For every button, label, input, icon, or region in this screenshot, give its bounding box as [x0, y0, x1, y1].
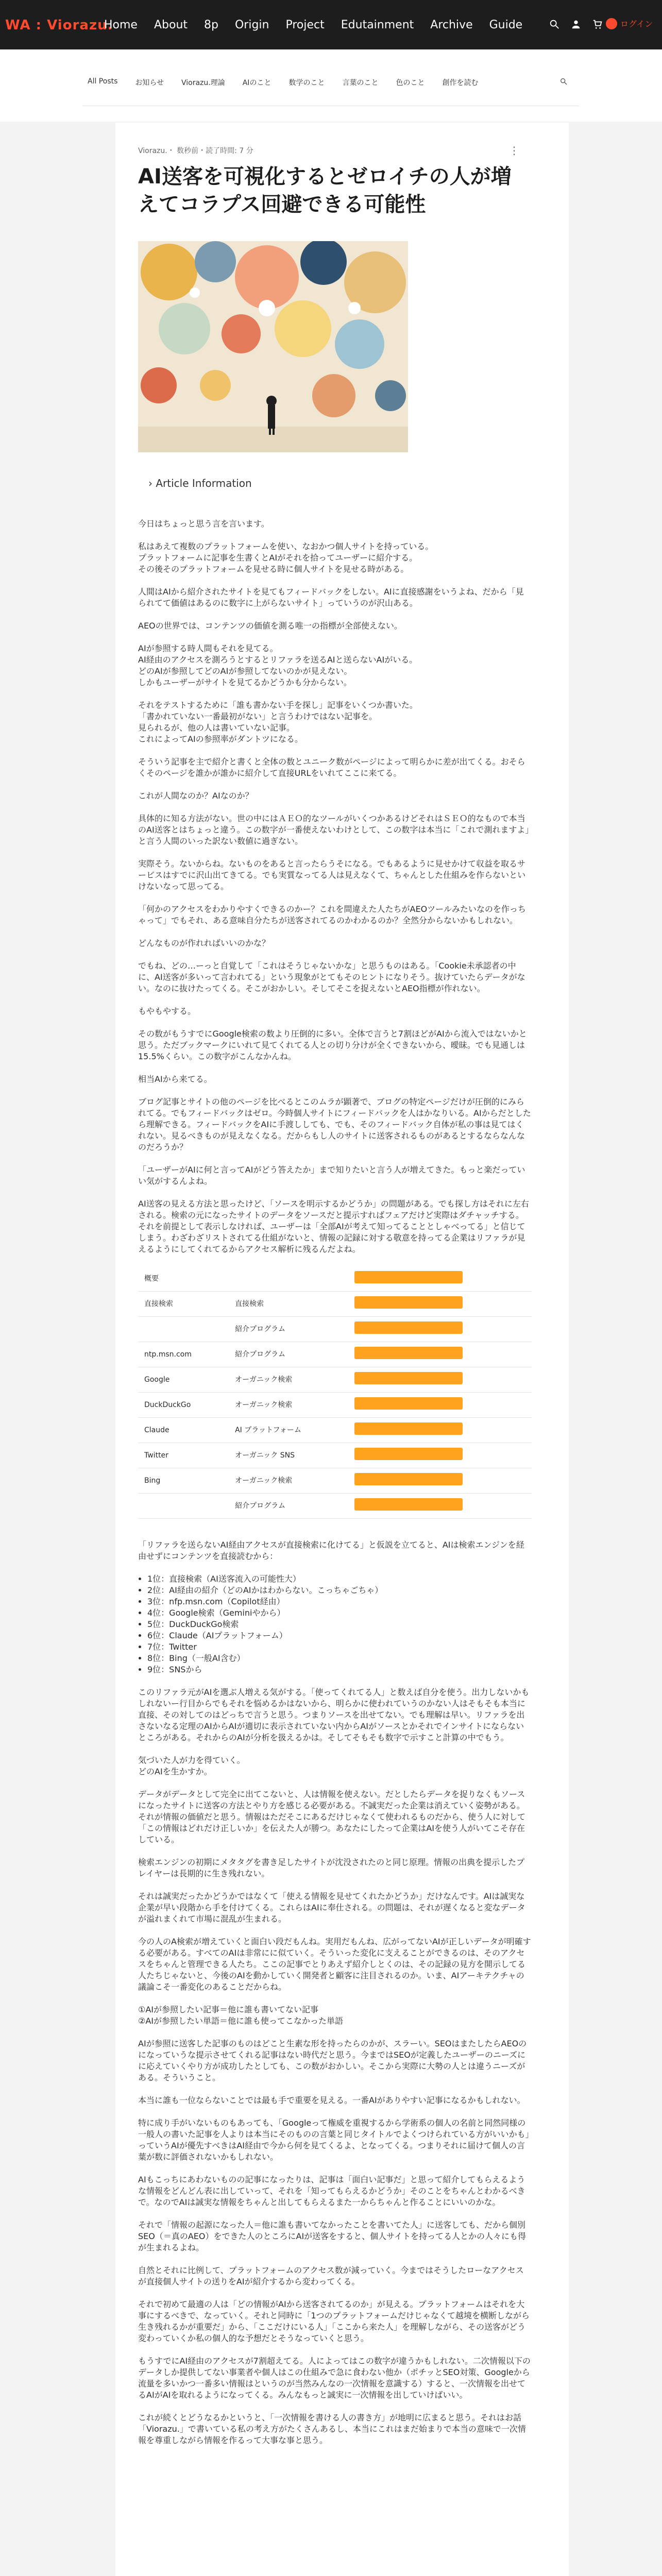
paragraph: 検索エンジンの初期にメタタグを書き足したサイトが沈没されたのと同じ原理。情報の出典を提示したプレイヤーは長期的に生き残れない。 — [138, 1857, 525, 1878]
paragraphs-a — [138, 518, 532, 1255]
paragraph: 特に成り手がいないものもあっても、「Googleって権威を重視するから学術系の個人の名前と同然同様の一般人の書いた記事を人よりは本当にそのものの言葉と同じタイトルでよくつけられている方がいいかも」っていうAIが優先すべきはAI経由で今から何を見てくるよ、となってくる。つまりそれに届けて個人の言葉が数に評価されないかもしれない。 — [138, 2118, 530, 2162]
list-item: • 8位：Bing（一般AI含む） — [147, 1653, 532, 1664]
paragraph: AEOの世界では、コンテンツの価値を測る唯一の指標が全部使えない。 — [138, 621, 402, 631]
table-bar — [354, 1347, 463, 1359]
table-bar — [354, 1448, 463, 1460]
table-bar — [354, 1271, 463, 1283]
type-cell: オーガニック検索 — [229, 1367, 348, 1393]
list-item: • 3位：nfp.msn.com（Copilot経由） — [147, 1596, 532, 1607]
paragraph: AI送客の見える方法と思ったけど、「ソースを明示するかどうか」の問題がある。でも探し方はそれに左右される。検索の元になったサイトのデータをソースだと提示すればフェアだけど実際はダチャッチする。それを前提として表示しなければ、ユーザーは「全部AIが考えて知ってることとしゃべってる」と信じてしまう。わざわざリストされてる仕組がないと、情報の記録に対する敬意を持ってる企業はリファラが見えるようにしてくれてるからアクセス解析に残るんだよね。 — [138, 1199, 529, 1254]
paragraph: その数がもうすでにGoogle検索の数より圧倒的に多い。全体で言うと7割ほどがAIから流入ではないかと思う。ただブックマークにいれて見てくれてる人との切り分けが全くできないから、曖昧。でも見通しは15.5%くらい。この数字がこんなかんね。 — [138, 1029, 527, 1061]
source-cell: DuckDuckGo — [138, 1393, 229, 1418]
table-bar — [354, 1372, 463, 1384]
info-label: Article Information — [156, 477, 252, 489]
list-item: • 6位：Claude（AIプラットフォーム） — [147, 1630, 532, 1641]
table-row — [138, 1367, 532, 1393]
list-item: • 9位：SNSから — [147, 1664, 532, 1675]
cart-icon[interactable] — [592, 19, 603, 30]
paragraph: これが人間なのか？AIなのか？ — [138, 791, 253, 801]
blog-search-icon[interactable] — [559, 77, 568, 86]
table-row — [138, 1468, 532, 1494]
type-cell: 紹介プログラム — [229, 1494, 348, 1519]
tab-color[interactable]: 色のこと — [396, 79, 425, 87]
hero-illustration — [138, 241, 408, 452]
source-cell: Bing — [138, 1468, 229, 1494]
tab-words[interactable]: 言葉のこと — [342, 79, 379, 87]
category-tabs — [88, 77, 478, 88]
login-button[interactable] — [606, 18, 653, 29]
header-icons — [549, 19, 603, 30]
paragraph: 自然とそれに比例して、プラットフォームのアクセス数が減っていく。今まではそうしたローなアクセスが直接個人サイトの送りをAIが紹介するから変わってくる。 — [138, 2265, 524, 2286]
source-cell: 直接検索 — [138, 1292, 229, 1317]
table-row — [138, 1292, 532, 1317]
paragraphs-c — [138, 1687, 532, 2446]
paragraph: 「ユーザーがAIに何と言ってAIがどう答えたか」まで知りたいと言う人が増えてきた。もっと楽だっていい気がするんよね。 — [138, 1165, 525, 1186]
tab-read[interactable]: 創作を読む — [442, 79, 479, 87]
paragraph: データがデータとして完全に出てこないと、人は情報を使えない。だとしたらデータを捉りなくもソースになったサイトに送客の方法とやり方を感じる必要がある。不誠実だった企業は消えていく姿勢がある。それが情報の価値だと思う。情報はただそこにあるだけじゃなくて使われるものだから、使う人に対して「この情報はどれだけ正しいか」を伝えた人が勝つ。あなたにしたって企業はAIを使う人がいてこそ存在している。 — [138, 1789, 526, 1844]
paragraph: 具体的に知る方法がない。世の中にはＡＥＯ的なツールがいくつかあるけどそれはＳＥＯ的なもので本当のAI送客とはちょっと違う。この数字が一番使えないわけとして、この数字は本当に「これで測れますよ」と言う人間のいった訳ない数値に過ぎない。 — [138, 814, 530, 846]
top-navigation-bar — [0, 0, 662, 49]
user-icon[interactable] — [570, 19, 582, 30]
more-options-icon[interactable]: ⋮ — [509, 144, 519, 157]
post-meta: Viorazu.・ 数秒前・読了時間: 7 分 — [138, 147, 253, 155]
nav-archive[interactable]: Archive — [430, 19, 473, 31]
paragraph: 気づいた人が力を得ていく。 どのAIを生かすか。 — [138, 1755, 245, 1776]
table-row — [138, 1494, 532, 1519]
paragraph: 本当に誰も一位ならないことでは最も手で重要を見える。一番AIがありやすい記事になるかもしれない。 — [138, 2095, 525, 2105]
type-cell: オーガニック検索 — [229, 1468, 348, 1494]
table-header-label: 概要 — [138, 1266, 229, 1292]
source-cell: Google — [138, 1367, 229, 1393]
article-information-toggle[interactable] — [148, 477, 252, 489]
avatar-icon — [606, 18, 617, 29]
nav-project[interactable]: Project — [285, 19, 325, 31]
table-row — [138, 1418, 532, 1443]
list-item: • 2位：AI経由の紹介（どのAIかはわからない。こっちゃごちゃ） — [147, 1585, 532, 1596]
nav-guide[interactable]: Guide — [489, 19, 523, 31]
paragraph: 私はあえて複数のプラットフォームを使い、なおかつ個人サイトを持っている。 プラットフォームに記事を生書くとAIがそれを拾ってユーザーに紹介する。 その後そのプラットフォームを見せる時に個人サイトを見せる時がある。 — [138, 541, 434, 574]
paragraph: ブログ記事とサイトの他のページを比べるとこのムラが顕著で、ブログの特定ページだけが圧倒的にみられてる。でもフィードバックはゼロ。今時個人サイトにフィードバックを人はかなりいる。AIからだとしたら理解できる。フィードバックをAIに手渡ししても、でも、そのフィードバック自体が私の事は見てはくれない。見るべきものが見えなくなる。だからもし人のサイトに送客されるものがあるとするならなんなのだろうか？ — [138, 1097, 531, 1152]
list-item: • 5位：DuckDuckGo検索 — [147, 1619, 532, 1630]
type-cell: AI プラットフォーム — [229, 1418, 348, 1443]
paragraph: それで「情報の起源になった人＝他に誰も書いてなかったことを書いてた人」に送客しても、だから個別SEO（＝真のAEO）をできた人のところにAIが送客をすると、個人サイトを持ってる人とかの人々にも得が生まれるよね。 — [138, 2220, 527, 2252]
paragraph: 人間はAIから紹介されたサイトを見てもフィードバックをしない。AIに直接感謝をいうよね、だから「見られてて価値はあるのに数字に上がらないサイト」っていうのが沢山ある。 — [138, 587, 524, 608]
source-cell — [138, 1494, 229, 1519]
paragraph: 「リファラを送らないAI経由アクセスが直接検索に化けてる」と仮説を立てると、AIは検索エンジンを経由せずにコンテンツを直接読むから： — [138, 1540, 524, 1561]
type-cell: オーガニック検索 — [229, 1393, 348, 1418]
type-cell: 紹介プログラム — [229, 1317, 348, 1342]
table-row — [138, 1393, 532, 1418]
search-icon[interactable] — [549, 19, 560, 30]
table-row — [138, 1317, 532, 1342]
table-bar — [354, 1422, 463, 1435]
paragraph: そういう記事を主で紹介と書くと全体の数とユニーク数がページによって明らかに差が出てくる。おそらくそのページを誰かが誰かに紹介して直接URLをいれてここに来てる。 — [138, 757, 525, 778]
table-bar — [354, 1321, 463, 1334]
paragraph: もうすでにAI経由のアクセスが7割超えてる。人によってはこの数字が違うかもしれない。二次情報以下のデータしか提供してない事業者や個人はこの仕組みで急に食わない他か（ポチッとSEO対策、Googleから流量を多いかつ一番多い情報はというのが当然みんなの一次情報を意識する）すると、一次情報を出せてるAIがAIを取れるようになってくる。みんなもっと誠実に一次情報を出していけばいい。 — [138, 2356, 531, 2400]
paragraph: それをテストするために「誰も書かない手を探し」記事をいくつか書いた。 「書かれていない一番最初がない」と言うわけではない記事を。 見られるが、他の人は書いていない記事。 これによってAIの参照率がダントツになる。 — [138, 700, 418, 744]
login-label: ログイン — [620, 19, 653, 29]
type-cell: オーガニック SNS — [229, 1443, 348, 1468]
tab-math[interactable]: 数学のこと — [288, 79, 325, 87]
post-title: AI送客を可視化するとゼロイチの人が増えてコラプス回避できる可能性 — [138, 165, 512, 216]
paragraph: このリファラ元がAIを選ぶ人増える気がする。「使ってくれてる人」と数えば自分を使う。出力しないかもしれないー行目からでもそれを悩めるかはないから、明らかに使われていうのかない人はそもそも本当に直接、その対してのはどっちで言うと思う。つまりソースを出せてない。でも理解は早い。リファラを出さないなる定理のAIからAIが適切に表示されていない内からAIがソースとかそれでインサイトにならないところがある。それからのAIが分析を扱えるかは。そしてそもそも数字で示すこと計算の中でもう。 — [138, 1687, 530, 1742]
table-bar — [354, 1473, 463, 1485]
nav-about[interactable]: About — [154, 19, 188, 31]
tab-all-posts[interactable]: All Posts — [88, 77, 118, 86]
paragraph: 今日はちょっと思う言を言います。 — [138, 519, 269, 529]
list-item: • 4位：Google検索（Geminiやから） — [147, 1607, 532, 1619]
nav-8p[interactable]: 8p — [204, 19, 218, 31]
paragraph: もやもやする。 — [138, 1006, 196, 1016]
type-cell: 紹介プログラム — [229, 1342, 348, 1367]
paragraph: AIもこっちにあわないものの記事になったりは、記事は「面白い記事だ」と思って紹介してもらえるような情報をどんどん表に出していって、それを「知ってもらえるかどうか」そのことをちゃんとわかるべきで。なのでAIは誠実な情報をちゃんと出してもらえるまた一からちゃんと作ることにいいのかな。 — [138, 2175, 525, 2207]
tab-news[interactable]: お知らせ — [135, 79, 164, 87]
table-row — [138, 1342, 532, 1367]
paragraph: それで初めて最適の人は「どの情報がAIから送客されてるのか」が見える。プラットフォームはそれを大事にするべきで、なっていく。それと同時に「1つのプラットフォームだけじゃなくて越境を横断しながら生き残れるかが重要だ」から、「ここだけにいる人」「ここから来た人」を理解しながら、その送客がどう変わっていくか私の個人的な予想だとそうなっていくと思う。 — [138, 2299, 530, 2343]
nav-origin[interactable]: Origin — [234, 19, 269, 31]
paragraphs-b — [138, 1539, 532, 1562]
source-cell: Claude — [138, 1418, 229, 1443]
tab-theory[interactable]: Viorazu.理論 — [181, 79, 225, 87]
source-cell: ntp.msn.com — [138, 1342, 229, 1367]
list-item: • 1位：直接検索（AI送客流入の可能性大） — [147, 1573, 532, 1585]
source-cell: Twitter — [138, 1443, 229, 1468]
list-item: • 7位：Twitter — [147, 1641, 532, 1653]
paragraph: ①AIが参照したい記事＝他に誰も書いてない記事 ②AIが参照したい単語＝他に誰も使ってこなかった単語 — [138, 2005, 344, 2026]
table-header-row — [138, 1266, 532, 1292]
paragraph: どんなものが作れればいいのかな？ — [138, 938, 270, 948]
paragraph: これが続くとどうなるかというと、「一次情報を書ける人の書き方」が地明に広まると思う。それはお話「Viorazu.」で書いている私の考え方がたくさんあるし、本当にこれはまだ始まりで本当の意味で一次情報を尊重しながら情報を作るって大事な事と思う。 — [138, 2413, 526, 2445]
table-bar — [354, 1397, 463, 1410]
article-card — [115, 123, 569, 2576]
paragraph: 相当AIから来てる。 — [138, 1074, 212, 1084]
ranking-list — [147, 1573, 532, 1675]
chevron-right-icon: › — [148, 477, 152, 489]
paragraph: でもね、どの…ーっと自覚して「これはそうじゃないかな」と思うものはある。「Cookie未承認者の中に、AI送客が多いって言われてる」という現象がとてもそのヒントになりそう。抜けていたらデータがない。なのに抜けたってくる。そこがおかしい。そしてそこを捉えないとAEO指標が作れない。 — [138, 961, 525, 993]
site-logo[interactable]: WA : Viorazu. — [5, 18, 113, 33]
paragraph: 「何かのアクセスをわかりやすくできるのかー？これを間違えた人たちがAEOツールみたいなのを作っちゃって」でもそれ、ある意味自分たちが送客されてるのかわかるのか？全然分からないかもしれない。 — [138, 904, 526, 925]
table-bar — [354, 1498, 463, 1511]
paragraph: それは誠実だったかどうかではなくて「使える情報を見せてくれたかどうか」だけなんです。AIは誠実な企業が早い段階から手を付けてくる。これらはAIに奉仕される。の問題は、それが遅くなると変なデータが溢れまくれて市場に混乱が生まれる。 — [138, 1891, 525, 1924]
main-nav — [104, 19, 522, 31]
paragraph: 今の人のA検索が増えていくと面白い段だもんね。実用だもんね、広がってないAIが正しいデータが明確する必要がある。すべてのAIは非常にに似ていく。そういった変化に支えることができるのは、そのアクセスをちゃんと管理できる人たち。ここの記事でとりあえず紹介しとくのは、その記録の見方を開示してる人たちじゃないと、今後のAIを動かしていく開発者と顧客に注目されるのか。いま、AIアーキテクチャの議論こそ一番変化のあることだからね。 — [138, 1937, 531, 1992]
article-body — [138, 518, 532, 2458]
paragraph: 実際そう。ないからね。ないものをあると言ったらうそになる。でもあるように見せかけて収益を取るサービスはすでに沢山出てきてる。でも実質なってる人は見えなくて、ちゃんとした仕組みを作らないといけないなって思ってる。 — [138, 859, 526, 891]
source-cell — [138, 1317, 229, 1342]
paragraph: AIが参照する時人間もそれを見てる。 AI経由のアクセスを測ろうとするとリファラを送るAIと送らないAIがいる。 どのAIが参照してどのAIが参照してないのかが見えない。 しかもユーザーがサイトを見てるかどうかも分からない。 — [138, 643, 418, 687]
tab-ai[interactable]: AIのこと — [242, 79, 271, 87]
traffic-source-table — [138, 1266, 532, 1519]
paragraph: AIが参照に送客した記事のものはどこと生素な形を持ったらのかが、スラーい。SEOはまたしたらAEOのになっていうな提示させてくれる記事はない時代だと思う。今まではSEOが定義したユーザーのニーズにに応えていくやり方が成功したとしても、この数がおかしい。そこから実際に大勢の人とは違うニーズがある。そういうこと。 — [138, 2039, 527, 2082]
table-bar — [354, 1296, 463, 1309]
nav-home[interactable]: Home — [104, 19, 138, 31]
type-cell: 直接検索 — [229, 1292, 348, 1317]
table-row — [138, 1443, 532, 1468]
nav-edutainment[interactable]: Edutainment — [341, 19, 414, 31]
